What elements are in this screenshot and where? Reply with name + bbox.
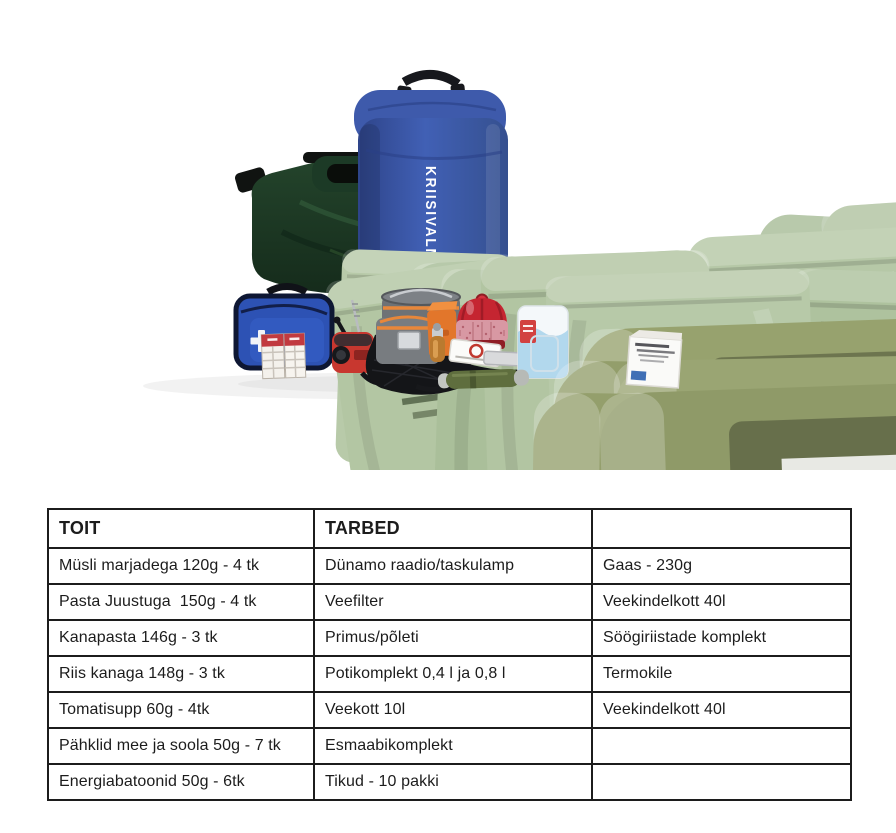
first-aid-handle bbox=[268, 287, 306, 293]
pill-blister-boxes bbox=[261, 333, 306, 378]
kit-table-body bbox=[48, 548, 851, 800]
table-cell: Pasta Juustuga 150g - 4 tk bbox=[48, 584, 314, 620]
table-row bbox=[48, 764, 851, 800]
table-cell: Tikud - 10 pakki bbox=[314, 764, 592, 800]
table-cell: Veekindelkott 40l bbox=[592, 692, 851, 728]
column-header-0: TOIT bbox=[48, 509, 314, 548]
contents-table bbox=[47, 508, 852, 801]
instruction-leaflet bbox=[626, 329, 682, 387]
table-cell: Dünamo raadio/taskulamp bbox=[314, 548, 592, 584]
table-cell: Müsli marjadega 120g - 4 tk bbox=[48, 548, 314, 584]
table-cell bbox=[592, 728, 851, 764]
foil-pack bbox=[484, 351, 521, 366]
table-cell: Kanapasta 146g - 3 tk bbox=[48, 620, 314, 656]
kit-table bbox=[47, 508, 852, 801]
column-header-1: TARBED bbox=[314, 509, 592, 548]
table-cell: Söögiriistade komplekt bbox=[592, 620, 851, 656]
table-row bbox=[48, 620, 851, 656]
table-cell: Veekott 10l bbox=[314, 692, 592, 728]
header-row bbox=[48, 509, 851, 548]
table-cell: Primus/põleti bbox=[314, 620, 592, 656]
table-cell: Esmaabikomplekt bbox=[314, 728, 592, 764]
table-cell: Veekindelkott 40l bbox=[592, 584, 851, 620]
table-cell: Potikomplekt 0,4 l ja 0,8 l bbox=[314, 656, 592, 692]
table-row bbox=[48, 692, 851, 728]
table-cell: Energiabatoonid 50g - 6tk bbox=[48, 764, 314, 800]
table-cell: Tomatisupp 60g - 4tk bbox=[48, 692, 314, 728]
table-cell: Pähklid mee ja soola 50g - 7 tk bbox=[48, 728, 314, 764]
table-cell: Gaas - 230g bbox=[592, 548, 851, 584]
table-cell bbox=[592, 764, 851, 800]
wet-wipes-pack bbox=[518, 306, 568, 378]
table-row bbox=[48, 548, 851, 584]
table-cell: Riis kanaga 148g - 3 tk bbox=[48, 656, 314, 692]
table-row bbox=[48, 584, 851, 620]
column-header-2 bbox=[592, 509, 851, 548]
bag-strap-handle bbox=[404, 74, 458, 84]
table-row bbox=[48, 656, 851, 692]
leaflet-blue-mark bbox=[631, 371, 647, 381]
table-row bbox=[48, 728, 851, 764]
table-cell: Veefilter bbox=[314, 584, 592, 620]
table-cell: Termokile bbox=[592, 656, 851, 692]
kit-table-header bbox=[48, 509, 851, 548]
